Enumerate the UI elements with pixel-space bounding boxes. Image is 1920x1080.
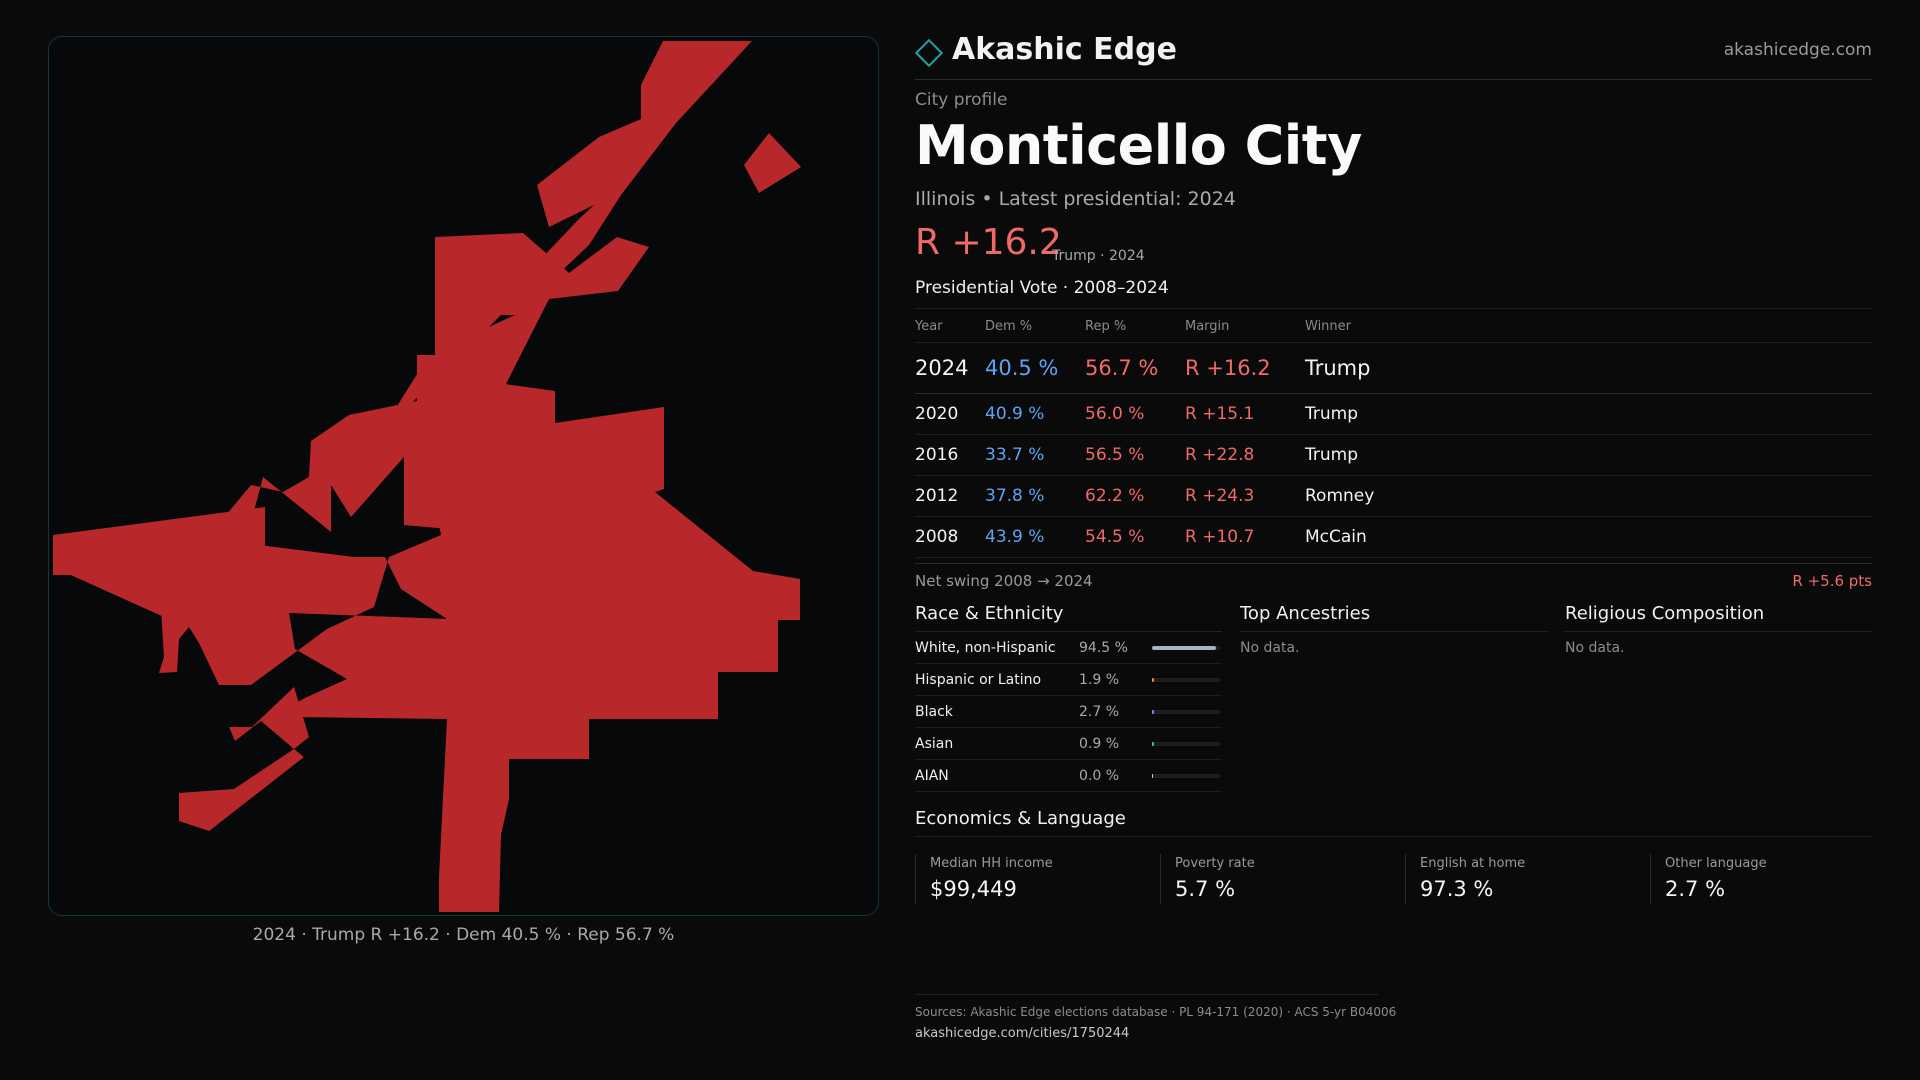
column-header: Year bbox=[915, 312, 985, 342]
rep-cell: 56.5 % bbox=[1085, 434, 1185, 475]
race-bar-fill bbox=[1152, 742, 1154, 746]
table-row bbox=[915, 393, 1872, 434]
source-link[interactable]: akashicedge.com/cities/1750244 bbox=[915, 1026, 1130, 1041]
stat-other-language bbox=[1650, 854, 1880, 904]
table-row bbox=[915, 434, 1872, 475]
race-bar-fill bbox=[1152, 646, 1216, 650]
race-bar-track bbox=[1152, 742, 1220, 746]
stat-value: 97.3 % bbox=[1420, 877, 1494, 901]
margin-cell: R +24.3 bbox=[1185, 475, 1305, 516]
ancestries-section bbox=[1240, 603, 1547, 656]
list-item bbox=[915, 728, 1222, 760]
race-label: Hispanic or Latino bbox=[915, 672, 1042, 688]
section-heading: Top Ancestries bbox=[1240, 603, 1547, 632]
race-percent: 1.9 % bbox=[1079, 672, 1120, 688]
divider bbox=[915, 308, 1872, 309]
margin-cell: R +16.2 bbox=[1185, 342, 1305, 393]
headline-margin: R +16.2 bbox=[915, 222, 1062, 263]
empty-state: No data. bbox=[1240, 640, 1300, 656]
race-percent: 0.0 % bbox=[1079, 768, 1120, 784]
race-label: White, non-Hispanic bbox=[915, 640, 1056, 656]
presidential-vote-table bbox=[915, 312, 1872, 558]
race-list bbox=[915, 632, 1222, 792]
race-bar-fill bbox=[1152, 678, 1154, 682]
list-item bbox=[915, 696, 1222, 728]
brand-diamond-icon bbox=[915, 39, 943, 67]
dem-cell: 40.5 % bbox=[985, 342, 1085, 393]
margin-cell: R +10.7 bbox=[1185, 516, 1305, 557]
headline-margin-note: Trump · 2024 bbox=[1052, 248, 1145, 264]
dem-cell: 37.8 % bbox=[985, 475, 1085, 516]
race-label: Asian bbox=[915, 736, 954, 752]
winner-cell: Trump bbox=[1305, 434, 1872, 475]
year-cell: 2008 bbox=[915, 516, 985, 557]
stat-label: Other language bbox=[1665, 856, 1767, 871]
rep-cell: 56.7 % bbox=[1085, 342, 1185, 393]
empty-state: No data. bbox=[1565, 640, 1625, 656]
margin-cell: R +22.8 bbox=[1185, 434, 1305, 475]
rep-cell: 62.2 % bbox=[1085, 475, 1185, 516]
page-title: Monticello City bbox=[915, 114, 1362, 177]
list-item bbox=[915, 632, 1222, 664]
stat-median-income bbox=[915, 854, 1145, 904]
column-header: Dem % bbox=[985, 312, 1085, 342]
city-subtitle: Illinois • Latest presidential: 2024 bbox=[915, 188, 1236, 210]
stat-label: Poverty rate bbox=[1175, 856, 1255, 871]
divider bbox=[915, 994, 1378, 995]
table-row bbox=[915, 342, 1872, 393]
winner-cell: Romney bbox=[1305, 475, 1872, 516]
column-header: Rep % bbox=[1085, 312, 1185, 342]
race-percent: 0.9 % bbox=[1079, 736, 1120, 752]
stat-english-at-home bbox=[1405, 854, 1635, 904]
race-label: Black bbox=[915, 704, 953, 720]
race-percent: 2.7 % bbox=[1079, 704, 1120, 720]
dem-cell: 43.9 % bbox=[985, 516, 1085, 557]
year-cell: 2012 bbox=[915, 475, 985, 516]
city-boundary-fill bbox=[53, 41, 801, 912]
table-row bbox=[915, 516, 1872, 557]
brand-header bbox=[915, 30, 1872, 80]
race-bar-track bbox=[1152, 710, 1220, 714]
map-caption: 2024 · Trump R +16.2 · Dem 40.5 % · Rep 56.7 % bbox=[252, 925, 675, 945]
city-boundary-map bbox=[48, 36, 879, 916]
race-ethnicity-section bbox=[915, 603, 1222, 792]
table-header-row bbox=[915, 312, 1872, 342]
column-header: Margin bbox=[1185, 312, 1305, 342]
stat-value: 5.7 % bbox=[1175, 877, 1236, 901]
sources-text: Sources: Akashic Edge elections database · PL 94-171 (2020) · ACS 5-yr B04006 bbox=[915, 1005, 1397, 1019]
divider bbox=[915, 563, 1872, 564]
table-row bbox=[915, 475, 1872, 516]
race-bar-track bbox=[1152, 646, 1220, 650]
rep-cell: 54.5 % bbox=[1085, 516, 1185, 557]
stat-value: 2.7 % bbox=[1665, 877, 1726, 901]
year-cell: 2024 bbox=[915, 342, 985, 393]
race-bar-fill bbox=[1152, 774, 1153, 778]
race-bar-fill bbox=[1152, 710, 1154, 714]
list-item bbox=[915, 664, 1222, 696]
section-heading: Economics & Language bbox=[915, 808, 1126, 829]
race-label: AIAN bbox=[915, 768, 949, 784]
year-cell: 2016 bbox=[915, 434, 985, 475]
stat-label: Median HH income bbox=[930, 856, 1053, 871]
religion-section bbox=[1565, 603, 1872, 656]
rep-cell: 56.0 % bbox=[1085, 393, 1185, 434]
stat-value: $99,449 bbox=[930, 877, 1017, 901]
section-heading: Race & Ethnicity bbox=[915, 603, 1222, 632]
section-heading: Religious Composition bbox=[1565, 603, 1872, 632]
dem-cell: 40.9 % bbox=[985, 393, 1085, 434]
dem-cell: 33.7 % bbox=[985, 434, 1085, 475]
city-boundary-shape bbox=[49, 37, 879, 916]
page-kicker: City profile bbox=[915, 90, 1008, 110]
year-cell: 2020 bbox=[915, 393, 985, 434]
brand-url[interactable]: akashicedge.com bbox=[1723, 40, 1872, 60]
race-percent: 94.5 % bbox=[1079, 640, 1128, 656]
winner-cell: Trump bbox=[1305, 342, 1872, 393]
race-bar-track bbox=[1152, 678, 1220, 682]
stat-label: English at home bbox=[1420, 856, 1526, 871]
brand-name[interactable]: Akashic Edge bbox=[952, 32, 1177, 67]
winner-cell: McCain bbox=[1305, 516, 1872, 557]
net-swing-label: Net swing 2008 → 2024 bbox=[915, 572, 1093, 590]
vote-table-heading: Presidential Vote · 2008–2024 bbox=[915, 278, 1169, 298]
margin-cell: R +15.1 bbox=[1185, 393, 1305, 434]
column-header: Winner bbox=[1305, 312, 1872, 342]
divider bbox=[915, 836, 1872, 837]
race-bar-track bbox=[1152, 774, 1220, 778]
net-swing-value: R +5.6 pts bbox=[1792, 572, 1872, 590]
winner-cell: Trump bbox=[1305, 393, 1872, 434]
stat-poverty-rate bbox=[1160, 854, 1390, 904]
list-item bbox=[915, 760, 1222, 792]
